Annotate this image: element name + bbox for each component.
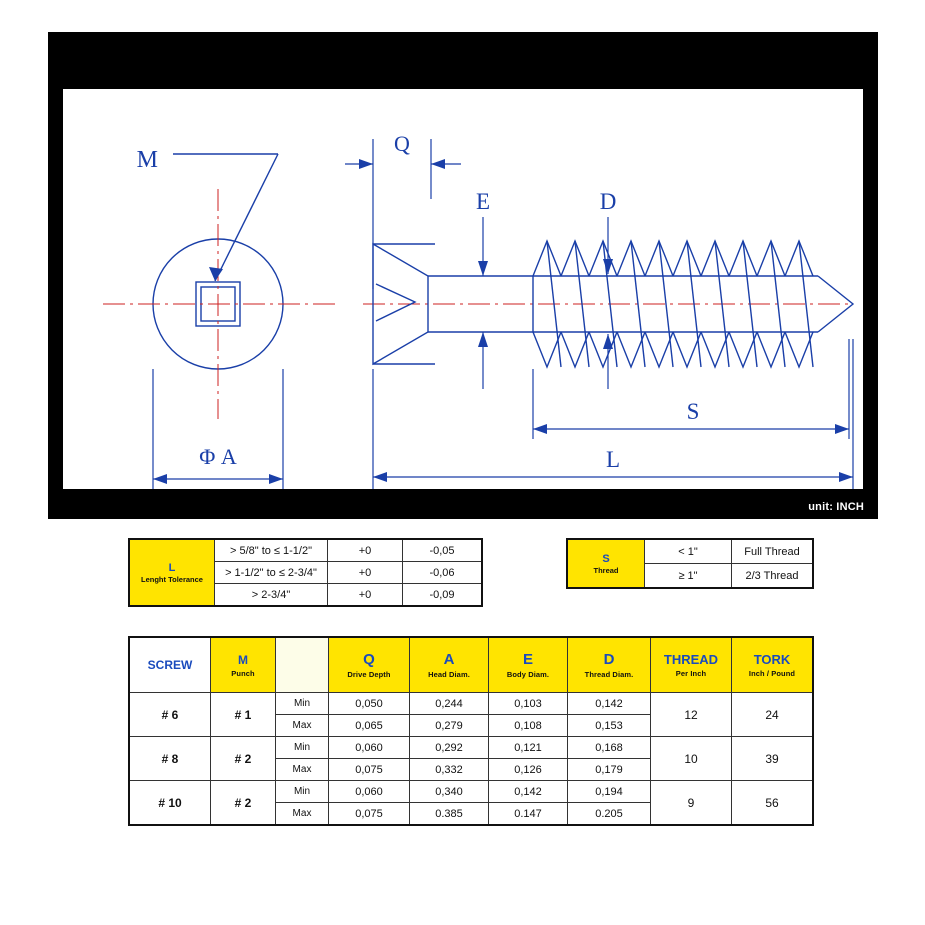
row-punch-3: # 2 [211, 781, 276, 826]
header-e-sub: Body Diam. [506, 670, 550, 679]
table-row [129, 539, 482, 562]
row-d-2-min: 0,168 [568, 737, 651, 759]
row-tork-2: 39 [732, 737, 814, 781]
length-tolerance-symbol: L [168, 561, 176, 574]
length-minus-2: -0,06 [403, 562, 483, 584]
callout-s: S [686, 399, 700, 424]
length-tolerance-table [128, 538, 483, 607]
row-e-2-max: 0,126 [489, 759, 568, 781]
row-minmax-3-max: Max [276, 803, 329, 826]
screw-spec-table [128, 636, 814, 826]
m-leader-line [173, 154, 278, 281]
thread-label [567, 539, 645, 588]
thread-table [566, 538, 814, 589]
row-d-1-max: 0,153 [568, 715, 651, 737]
row-tork-1: 24 [732, 693, 814, 737]
header-q-symbol: Q [363, 651, 375, 668]
row-d-3-max: 0.205 [568, 803, 651, 826]
length-range-2: > 1-1/2" to ≤ 2-3/4" [215, 562, 328, 584]
header-d [568, 637, 651, 693]
header-a-symbol: A [443, 651, 455, 668]
q-arrow-right [431, 159, 445, 169]
table-header-row [129, 637, 813, 693]
s-arrow-left [533, 424, 547, 434]
header-d-sub: Thread Diam. [584, 670, 634, 679]
technical-drawing-panel [48, 32, 878, 519]
length-minus-1: -0,05 [403, 539, 483, 562]
l-arrow-right [839, 472, 853, 482]
length-tolerance-sublabel: Lenght Tolerance [141, 574, 203, 584]
s-arrow-right [835, 424, 849, 434]
header-tork [732, 637, 814, 693]
length-minus-3: -0,09 [403, 584, 483, 607]
row-q-1-max: 0,065 [329, 715, 410, 737]
drawing-canvas [63, 89, 863, 489]
l-arrow-left [373, 472, 387, 482]
table-row [567, 539, 813, 564]
row-q-3-min: 0,060 [329, 781, 410, 803]
row-q-3-max: 0,075 [329, 803, 410, 826]
header-blank [276, 637, 329, 693]
header-thread-sub: Per Inch [675, 669, 707, 678]
thread-value-2: 2/3 Thread [732, 564, 814, 589]
phi-a-arrow-left [153, 474, 167, 484]
header-a [410, 637, 489, 693]
row-e-1-min: 0,103 [489, 693, 568, 715]
header-thread [651, 637, 732, 693]
callout-q: Q [394, 131, 410, 156]
header-thread-symbol: THREAD [663, 652, 719, 667]
row-minmax-2-min: Min [276, 737, 329, 759]
row-thread-2: 10 [651, 737, 732, 781]
row-a-2-max: 0,332 [410, 759, 489, 781]
callout-e: E [475, 189, 491, 214]
centerlines [103, 189, 853, 419]
length-tolerance-label [129, 539, 215, 606]
row-q-1-min: 0,050 [329, 693, 410, 715]
row-e-3-min: 0,142 [489, 781, 568, 803]
phi-a-dimension [153, 369, 283, 489]
thread-condition-2: ≥ 1" [645, 564, 732, 589]
header-m-sub: Punch [231, 668, 255, 678]
row-q-2-max: 0,075 [329, 759, 410, 781]
row-a-3-max: 0.385 [410, 803, 489, 826]
table-row [129, 781, 813, 803]
header-m [211, 637, 276, 693]
header-screw: SCREW [129, 637, 211, 693]
header-q-sub: Drive Depth [347, 670, 391, 679]
thread-symbol: S [602, 552, 610, 565]
header-e [489, 637, 568, 693]
header-tork-symbol: TORK [753, 652, 791, 667]
callout-l: L [605, 447, 621, 472]
row-e-2-min: 0,121 [489, 737, 568, 759]
drive-recess [376, 284, 415, 321]
row-q-2-min: 0,060 [329, 737, 410, 759]
callout-phi-a: Φ A [199, 444, 237, 469]
header-q [329, 637, 410, 693]
d-arrow-lower [603, 334, 613, 349]
row-tork-3: 56 [732, 781, 814, 826]
row-e-3-max: 0.147 [489, 803, 568, 826]
table-row [129, 737, 813, 759]
e-arrow-lower [478, 332, 488, 347]
row-a-2-min: 0,292 [410, 737, 489, 759]
row-screw-2: # 8 [129, 737, 211, 781]
m-arrow-head [209, 267, 223, 281]
row-punch-1: # 1 [211, 693, 276, 737]
header-tork-sub: Inch / Pound [748, 669, 796, 678]
length-plus-2: +0 [328, 562, 403, 584]
row-a-3-min: 0,340 [410, 781, 489, 803]
row-thread-3: 9 [651, 781, 732, 826]
d-arrow-upper [603, 259, 613, 274]
header-d-symbol: D [603, 651, 615, 668]
row-screw-3: # 10 [129, 781, 211, 826]
row-minmax-1-min: Min [276, 693, 329, 715]
thread-sublabel: Thread [593, 565, 619, 575]
length-range-1: > 5/8" to ≤ 1-1/2" [215, 539, 328, 562]
row-a-1-min: 0,244 [410, 693, 489, 715]
table-row [129, 693, 813, 715]
row-minmax-2-max: Max [276, 759, 329, 781]
length-plus-3: +0 [328, 584, 403, 607]
row-minmax-3-min: Min [276, 781, 329, 803]
unit-label: unit: INCH [808, 501, 864, 513]
row-punch-2: # 2 [211, 737, 276, 781]
length-plus-1: +0 [328, 539, 403, 562]
row-e-1-max: 0,108 [489, 715, 568, 737]
thread-value-1: Full Thread [732, 539, 814, 564]
q-arrow-left [359, 159, 373, 169]
row-a-1-max: 0,279 [410, 715, 489, 737]
callout-d: D [599, 189, 617, 214]
row-screw-1: # 6 [129, 693, 211, 737]
e-arrow-upper [478, 261, 488, 276]
row-d-1-min: 0,142 [568, 693, 651, 715]
callout-m: M [136, 147, 158, 173]
screw-technical-drawing [63, 89, 863, 489]
phi-a-arrow-right [269, 474, 283, 484]
row-d-2-max: 0,179 [568, 759, 651, 781]
row-d-3-min: 0,194 [568, 781, 651, 803]
row-minmax-1-max: Max [276, 715, 329, 737]
header-e-symbol: E [522, 651, 533, 668]
thread-condition-1: < 1" [645, 539, 732, 564]
length-range-3: > 2-3/4" [215, 584, 328, 607]
row-thread-1: 12 [651, 693, 732, 737]
header-m-symbol: M [238, 652, 248, 667]
header-a-sub: Head Diam. [428, 670, 470, 679]
